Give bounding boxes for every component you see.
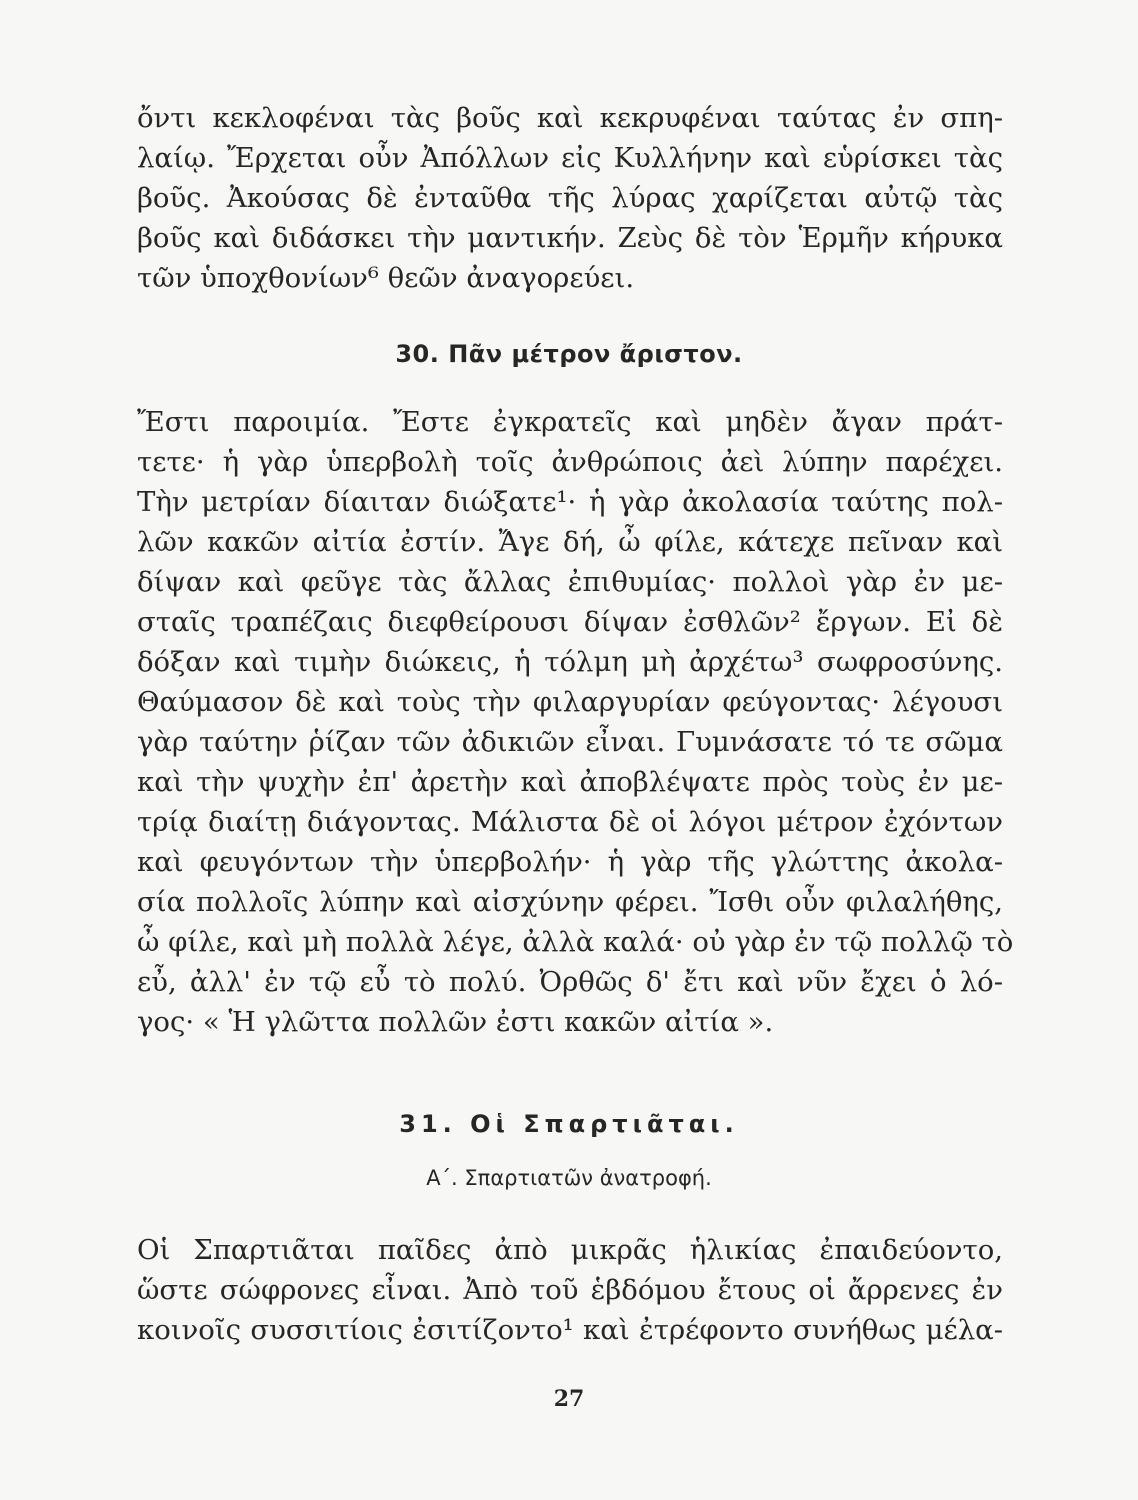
text-line: τῶν ὑποχθονίων⁶ θεῶν ἀναγορεύει. [137,262,635,294]
text-line: καὶ τὴν ψυχὴν ἐπ' ἀρετὴν καὶ ἀποβλέψατε πρὸς τοὺς ἐν με- [137,766,1003,798]
text-line: Οἱ Σπαρτιᾶται παῖδες ἀπὸ μικρᾶς ἡλικίας ἐπαιδεύοντο, [137,1234,1003,1266]
text-line: γος· « Ἡ γλῶττα πολλῶν ἐστι κακῶν αἰτία ». [137,1006,774,1038]
section-30-title: 30. Πᾶν μέτρον ἄριστον. [395,340,743,368]
section-30-paragraph [137,402,1014,1042]
text-line: σταῖς τραπέζαις διεφθείρουσι δίψαν ἐσθλῶν² ἔργων. Εἰ δὲ [137,606,1003,638]
text-line: λαίῳ. Ἔρχεται οὖν Ἀπόλλων εἰς Κυλλήνην καὶ εὑρίσκει τὰς [137,142,1003,174]
text-line: σία πολλοῖς λύπην καὶ αἰσχύνην φέρει. Ἴσθι οὖν φιλαλήθης, [137,886,1003,918]
section-31-title: 31. Οἱ Σπαρτιᾶται. [399,1110,739,1138]
page-number: 27 [553,1386,585,1412]
text-line: βοῦς. Ἀκούσας δὲ ἐνταῦθα τῆς λύρας χαρίζεται αὐτῷ τὰς [137,182,1003,214]
text-line: καὶ φευγόντων τὴν ὑπερβολήν· ἡ γὰρ τῆς γλώττης ἀκολα- [137,846,1003,878]
section-31-paragraph [137,1230,1003,1350]
text-line: λῶν κακῶν αἰτία ἐστίν. Ἄγε δή, ὦ φίλε, κάτεχε πεῖναν καὶ [137,526,1003,558]
text-line: δόξαν καὶ τιμὴν διώκεις, ἡ τόλμη μὴ ἀρχέτω³ σωφροσύνης. [137,646,1003,678]
text-line: τρίᾳ διαίτῃ διάγοντας. Μάλιστα δὲ οἱ λόγοι μέτρον ἐχόντων [137,806,1003,838]
text-line: γὰρ ταύτην ῥίζαν τῶν ἀδικιῶν εἶναι. Γυμνάσατε τό τε σῶμα [137,726,1003,758]
text-line: εὖ, ἀλλ' ἐν τῷ εὖ τὸ πολύ. Ὀρθῶς δ' ἔτι καὶ νῦν ἔχει ὁ λό- [137,966,1003,998]
text-line: δίψαν καὶ φεῦγε τὰς ἄλλας ἐπιθυμίας· πολλοὶ γὰρ ἐν με- [137,566,1003,598]
text-line: ὦ φίλε, καὶ μὴ πολλὰ λέγε, ἀλλὰ καλά· οὐ γὰρ ἐν τῷ πολλῷ τὸ [137,926,1014,958]
text-line: κοινοῖς συσσιτίοις ἐσιτίζοντο¹ καὶ ἐτρέφοντο συνήθως μέλα- [137,1314,1003,1346]
text-line: Θαύμασον δὲ καὶ τοὺς τὴν φιλαργυρίαν φεύγοντας· λέγουσι [137,686,1003,718]
text-line: τετε· ἡ γὰρ ὑπερβολὴ τοῖς ἀνθρώποις ἀεὶ λύπην παρέχει. [137,446,1003,478]
intro-paragraph [137,98,1003,298]
text-line: Ἔστι παροιμία. Ἔστε ἐγκρατεῖς καὶ μηδὲν ἄγαν πράτ- [137,406,1003,438]
section-31-subtitle: Α΄. Σπαρτιατῶν ἀνατροφή. [426,1166,712,1190]
text-line: ὄντι κεκλοφέναι τὰς βοῦς καὶ κεκρυφέναι ταύτας ἐν σπη- [137,102,1003,134]
text-line: ὥστε σώφρονες εἶναι. Ἀπὸ τοῦ ἑβδόμου ἔτους οἱ ἄρρενες ἐν [137,1274,1003,1306]
text-line: Τὴν μετρίαν δίαιταν διώξατε¹· ἡ γὰρ ἀκολασία ταύτης πολ- [137,486,1003,518]
text-line: βοῦς καὶ διδάσκει τὴν μαντικήν. Ζεὺς δὲ τὸν Ἑρμῆν κήρυκα [137,222,1003,254]
